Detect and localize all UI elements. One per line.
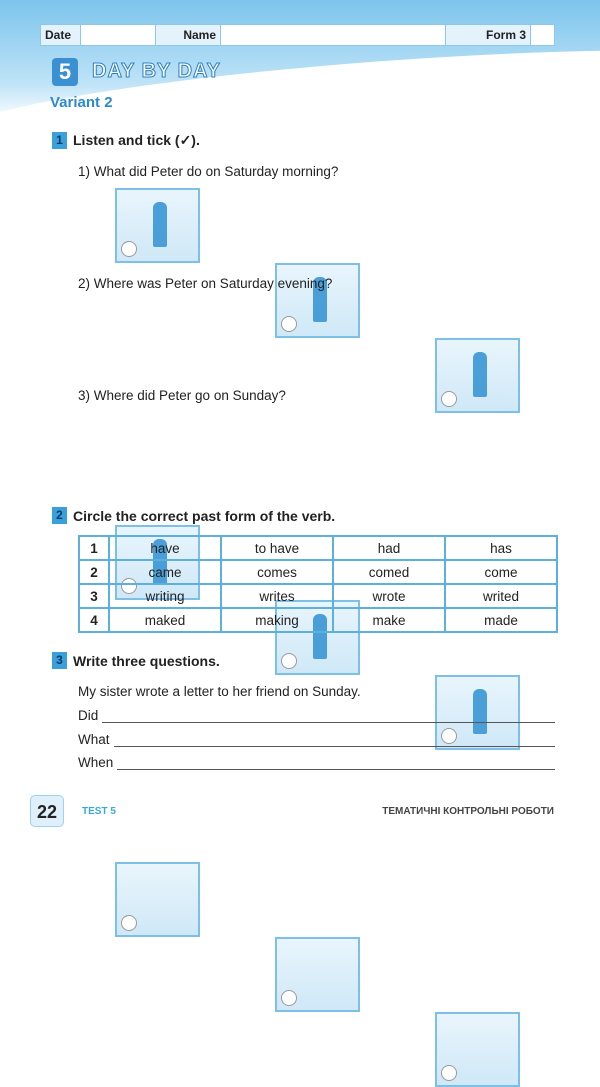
prompt-label: Did: [78, 708, 99, 723]
name-field[interactable]: [221, 25, 446, 45]
task-title: Circle the correct past form of the verb.: [73, 507, 336, 524]
verb-option[interactable]: maked: [109, 608, 221, 632]
task-number: 1: [52, 132, 67, 149]
student-info-table: [40, 24, 555, 46]
form-field[interactable]: [531, 25, 554, 45]
answer-line-did[interactable]: [78, 708, 555, 723]
test-label: TEST 5: [82, 806, 116, 817]
date-field[interactable]: [81, 25, 156, 45]
task2-heading: [52, 507, 335, 524]
verb-option[interactable]: writed: [445, 584, 557, 608]
task-number: 2: [52, 507, 67, 524]
verb-option[interactable]: comed: [333, 560, 445, 584]
task1-heading: [52, 132, 200, 149]
picture-option[interactable]: [275, 263, 360, 338]
unit-number: 5: [52, 58, 78, 86]
verb-option[interactable]: writing: [109, 584, 221, 608]
prompt-label: What: [78, 732, 110, 747]
book-title: ТЕМАТИЧНІ КОНТРОЛЬНІ РОБОТИ: [382, 806, 554, 817]
verb-option[interactable]: came: [109, 560, 221, 584]
question-1: 1) What did Peter do on Saturday morning?: [78, 164, 339, 179]
row-number: 3: [79, 584, 109, 608]
date-label: Date: [41, 25, 81, 45]
task-title: Listen and tick (✓).: [73, 132, 200, 148]
verb-table: [78, 535, 558, 633]
variant-label: Variant 2: [50, 94, 113, 111]
picture-option[interactable]: [115, 188, 200, 263]
prompt-label: When: [78, 755, 114, 770]
picture-option[interactable]: [275, 937, 360, 1012]
verb-option[interactable]: have: [109, 536, 221, 560]
task3-heading: [52, 652, 220, 669]
page-number: 22: [30, 795, 64, 827]
table-row: [79, 584, 557, 608]
verb-option[interactable]: to have: [221, 536, 333, 560]
task-title: Write three questions.: [73, 652, 220, 669]
question-2: 2) Where was Peter on Saturday evening?: [78, 276, 333, 291]
verb-option[interactable]: come: [445, 560, 557, 584]
verb-option[interactable]: wrote: [333, 584, 445, 608]
answer-rule[interactable]: [117, 756, 555, 770]
verb-option[interactable]: had: [333, 536, 445, 560]
picture-option[interactable]: [435, 1012, 520, 1087]
table-row: [79, 536, 557, 560]
answer-rule[interactable]: [114, 733, 555, 747]
question-3: 3) Where did Peter go on Sunday?: [78, 388, 286, 403]
example-sentence: My sister wrote a letter to her friend on Sunday.: [78, 684, 361, 699]
table-row: [79, 560, 557, 584]
verb-option[interactable]: made: [445, 608, 557, 632]
row-number: 1: [79, 536, 109, 560]
picture-option[interactable]: [435, 338, 520, 413]
verb-option[interactable]: comes: [221, 560, 333, 584]
verb-option[interactable]: writes: [221, 584, 333, 608]
task-number: 3: [52, 652, 67, 669]
answer-line-what[interactable]: [78, 732, 555, 747]
verb-option[interactable]: making: [221, 608, 333, 632]
name-label: Name: [156, 25, 221, 45]
verb-option[interactable]: has: [445, 536, 557, 560]
picture-option[interactable]: [115, 862, 200, 937]
form-label: Form 3: [446, 25, 531, 45]
row-number: 4: [79, 608, 109, 632]
unit-title: DAY BY DAY: [92, 60, 221, 82]
row-number: 2: [79, 560, 109, 584]
answer-rule[interactable]: [102, 709, 555, 723]
table-row: [79, 608, 557, 632]
answer-line-when[interactable]: [78, 755, 555, 770]
verb-option[interactable]: make: [333, 608, 445, 632]
